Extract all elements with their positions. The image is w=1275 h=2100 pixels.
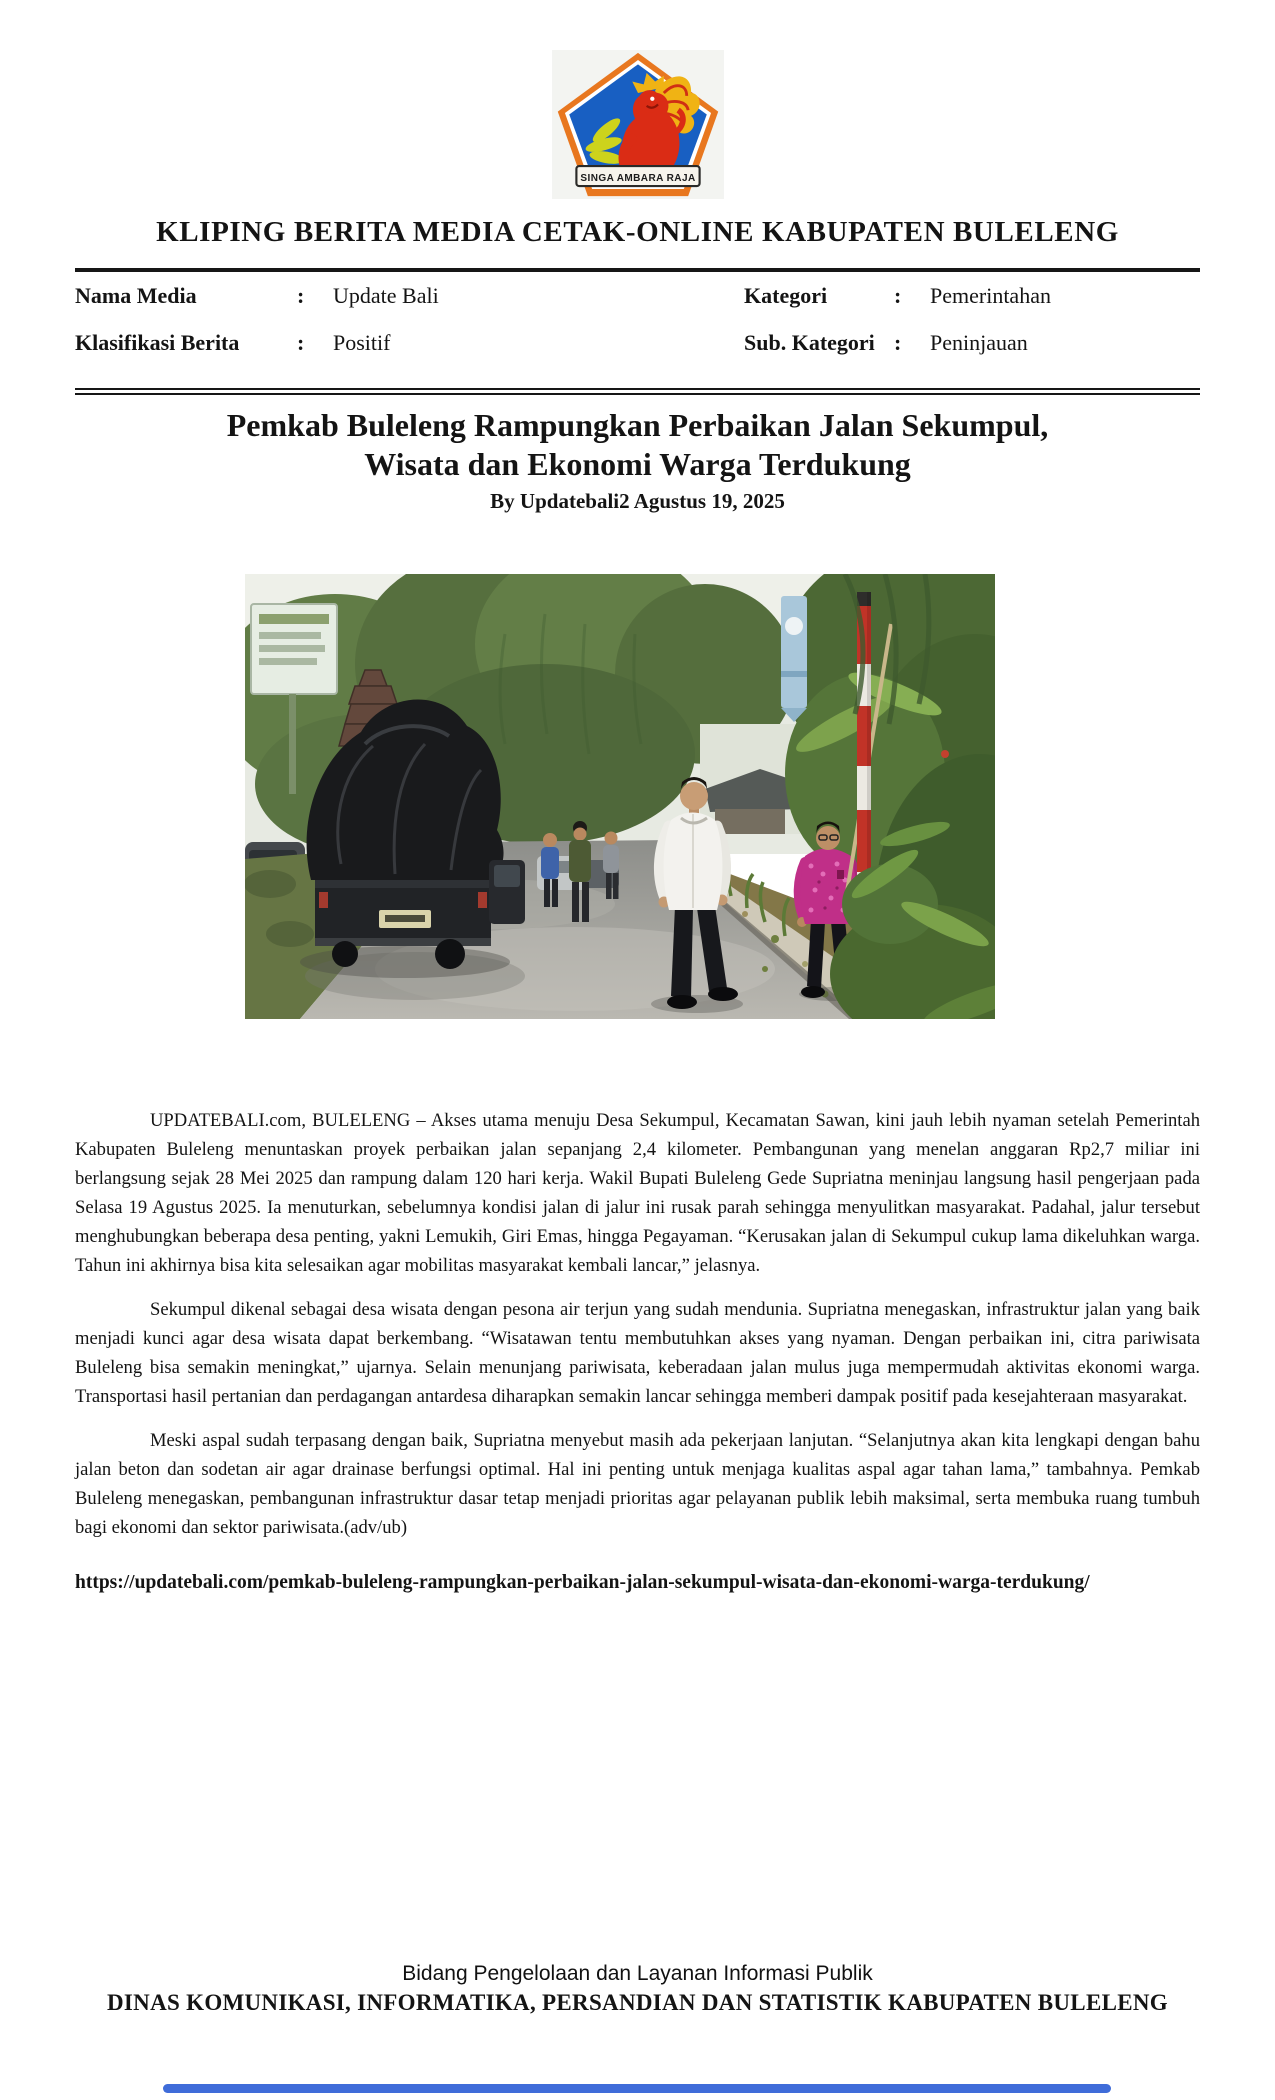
horizontal-scrollbar-thumb[interactable]: [163, 2084, 1111, 2093]
meta-colon: :: [297, 330, 305, 355]
article-title: [0, 406, 1275, 484]
article-paragraph-2: Sekumpul dikenal sebagai desa wisata dengan pesona air terjun yang sudah mendunia. Supriatna menegaskan, infrastruktur jalan yang baik menjadi kunci agar desa wisata dapat berkembang. “Wisatawan tentu membutuhkan akses yang nyaman. Dengan perbaikan ini, citra pariwisata Buleleng bisa semakin meningkat,” ujarnya. Selain menunjang pariwisata, keberadaan jalan mulus juga mempermudah aktivitas ekonomi warga. Transportasi hasil pertanian dan perdagangan antardesa diharapkan semakin lancar sehingga memberi dampak positif pada kesejahteraan masyarakat.: [75, 1299, 1200, 1407]
meta-row-2: [0, 330, 1275, 362]
article-paragraph-3: Meski aspal sudah terpasang dengan baik, Supriatna menyebut masih ada pekerjaan lanjutan. “Selanjutnya akan kita lengkapi dengan bahu jalan beton dan sodetan air agar drainase berfungsi optimal. Hal ini penting untuk menjaga kualitas aspal agar tahan lama,” tambahnya. Pemkab Buleleng menegaskan, pembangunan infrastruktur dasar tetap menjadi prioritas agar pelayanan publik lebih maksimal, serta membuka ruang tumbuh bagi ekonomi dan sektor pariwisata.(adv/ub): [75, 1430, 1200, 1538]
meta-row-1: [0, 283, 1275, 315]
footer-unit-name: Bidang Pengelolaan dan Layanan Informasi Publik: [402, 1962, 873, 1985]
article-source-url[interactable]: https://updatebali.com/pemkab-buleleng-rampungkan-perbaikan-jalan-sekumpul-wisata-dan-ekonomi-warga-terdukung/: [75, 1572, 1090, 1593]
logo-banner-text: SINGA AMBARA RAJA: [579, 173, 696, 185]
header-divider-top: [75, 268, 1200, 272]
article-photo: [245, 574, 995, 1019]
article-title-line2: Wisata dan Ekonomi Warga Terdukung: [364, 446, 911, 482]
meta-value-sub-kategori: Peninjauan: [930, 330, 1028, 355]
meta-label-sub-kategori: Sub. Kategori: [744, 330, 875, 355]
document-title: KLIPING BERITA MEDIA CETAK-ONLINE KABUPATEN BULELENG: [156, 216, 1119, 248]
article-byline: By Updatebali2 Agustus 19, 2025: [490, 489, 785, 513]
meta-label-klasifikasi: Klasifikasi Berita: [75, 330, 240, 355]
article-title-line1: Pemkab Buleleng Rampungkan Perbaikan Jalan Sekumpul,: [226, 407, 1049, 443]
meta-label-nama-media: Nama Media: [75, 283, 197, 308]
header-divider-bottom: [75, 388, 1200, 395]
meta-colon: :: [297, 283, 305, 308]
meta-value-klasifikasi: Positif: [333, 330, 391, 355]
meta-value-kategori: Pemerintahan: [930, 283, 1051, 308]
meta-colon: :: [894, 283, 902, 308]
logo-banner-ribbon: [576, 166, 699, 186]
meta-label-kategori: Kategori: [744, 283, 828, 308]
singa-ambara-raja-emblem: [552, 50, 724, 199]
buleleng-regency-logo: [552, 50, 724, 199]
footer-agency-name: DINAS KOMUNIKASI, INFORMATIKA, PERSANDIAN DAN STATISTIK KABUPATEN BULELENG: [107, 1990, 1168, 2015]
article-paragraph-1: UPDATEBALI.com, BULELENG – Akses utama menuju Desa Sekumpul, Kecamatan Sawan, kini jauh lebih nyaman setelah Pemerintah Kabupaten Buleleng menuntaskan proyek perbaikan jalan sepanjang 2,4 kilometer. Pembangunan yang menelan anggaran Rp2,7 miliar ini berlangsung sejak 28 Mei 2025 dan rampung dalam 120 hari kerja. Wakil Bupati Buleleng Gede Supriatna meninjau langsung hasil pengerjaan pada Selasa 19 Agustus 2025. Ia menuturkan, sebelumnya kondisi jalan di jalur ini rusak parah sehingga menyulitkan masyarakat. Padahal, jalur tersebut menghubungkan beberapa desa penting, yakni Lemukih, Giri Emas, hingga Pegayaman. “Kerusakan jalan di Sekumpul cukup lama dikeluhkan warga. Tahun ini akhirnya bisa kita selesaikan agar mobilitas masyarakat kembali lancar,” jelasnya.: [75, 1110, 1200, 1276]
meta-value-nama-media: Update Bali: [333, 283, 439, 308]
road-inspection-photo: [245, 574, 995, 1019]
article-body: [75, 1106, 1200, 1597]
meta-colon: :: [894, 330, 902, 355]
